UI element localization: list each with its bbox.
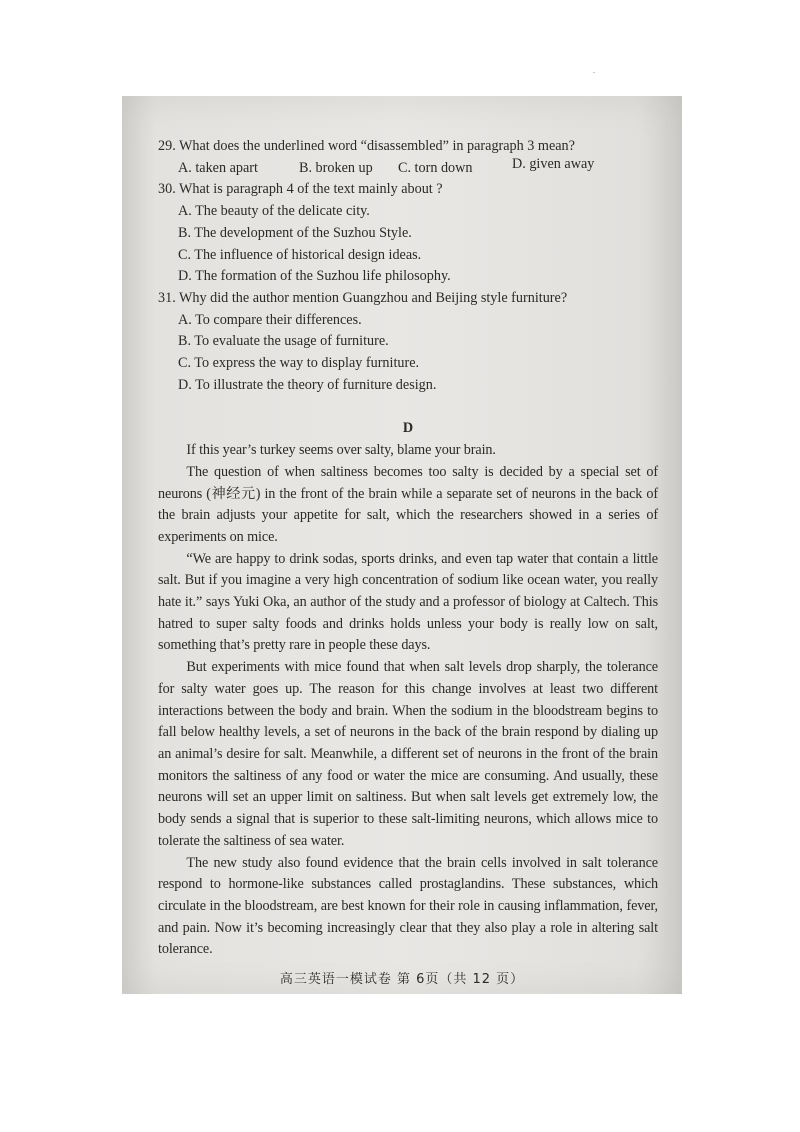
passage-paragraph-2: The question of when saltiness becomes too salty is decided by a special set of neurons (神经元) in the front of the brain while a separate set of neurons in the back of the brain adjusts your appetite for salt, which the researchers showed in a series of experiments on mice. [158, 463, 658, 545]
question-29-option-c: C. torn down [398, 159, 473, 176]
question-29-option-d: D. given away [512, 155, 595, 172]
question-31-option-c: C. To express the way to display furniture. [178, 355, 420, 372]
passage-paragraph-4: But experiments with mice found that when salt levels drop sharply, the tolerance for salty water goes up. The reason for this change involves at least two different interactions between the body and brain. When the sodium in the bloodstream begins to fall below healthy levels, a set of neurons in the back of the brain respond by dialing up an animal’s desire for salt. Meanwhile, a different set of neurons in the front of the brain monitors the saltiness of any food or water the mice are consuming. And usually, these neurons will set an upper limit on saltiness. But when salt levels get extremely low, the body sends a signal that is superior to these salt-limiting neurons, which allows mice to tolerate the saltiness of sea water. [158, 659, 658, 849]
question-29-option-b: B. broken up [299, 159, 373, 176]
question-30-option-a: A. The beauty of the delicate city. [178, 203, 370, 220]
page-footer: 高三英语一模试卷 第 6页（共 12 页） [279, 972, 525, 987]
stray-mark: . [593, 66, 595, 75]
question-30-option-d: D. The formation of the Suzhou life philosophy. [178, 268, 451, 285]
question-31-option-d: D. To illustrate the theory of furniture design. [178, 376, 437, 393]
question-29-options [178, 155, 658, 180]
question-31-option-b: B. To evaluate the usage of furniture. [178, 333, 389, 350]
question-29-option-a: A. taken apart [178, 159, 258, 176]
question-30-option-b: B. The development of the Suzhou Style. [178, 224, 412, 241]
passage-paragraph-1: If this year’s turkey seems over salty, blame your brain. [186, 442, 496, 459]
section-label: D [402, 420, 414, 437]
question-30-option-c: C. The influence of historical design ideas. [178, 246, 422, 263]
page-content [158, 136, 658, 961]
passage-paragraph-5: The new study also found evidence that the brain cells involved in salt tolerance respond to hormone-like substances called prostaglandins. These substances, which circulate in the bloodstream, are best known for their role in causing inflammation, fever, and pain. Now it’s becoming increasingly clear that they also play a role in altering salt tolerance. [158, 854, 658, 958]
exam-page [122, 96, 682, 994]
question-29-stem: 29. What does the underlined word “disassembled” in paragraph 3 mean? [158, 138, 575, 154]
passage-paragraph-3: “We are happy to drink sodas, sports drinks, and even tap water that contain a little salt. But if you imagine a very high concentration of sodium like ocean water, you really hate it.” says Yuki Oka, an author of the study and a professor of biology at Caltech. This hatred to super salty foods and drinks holds unless your body is really low on salt, something that’s pretty rare in people these days. [158, 550, 658, 654]
question-30-stem: 30. What is paragraph 4 of the text mainly about ? [158, 181, 443, 198]
question-31-stem: 31. Why did the author mention Guangzhou and Beijing style furniture? [158, 289, 568, 306]
question-31-option-a: A. To compare their differences. [178, 311, 362, 328]
